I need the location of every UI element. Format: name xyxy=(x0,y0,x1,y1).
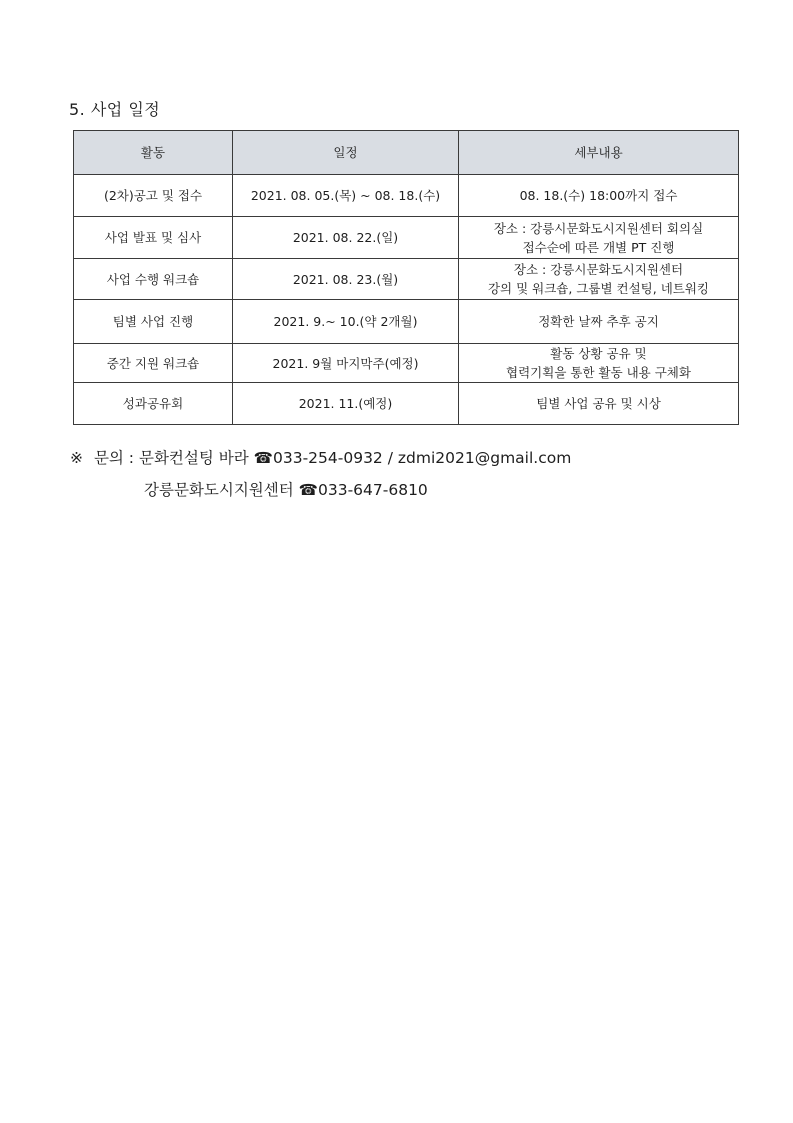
reference-mark: ※ xyxy=(70,449,83,467)
cell-activity: 사업 수행 워크숍 xyxy=(74,259,233,300)
table-row xyxy=(74,383,739,425)
cell-date: 2021. 11.(예정) xyxy=(233,383,459,425)
separator: / xyxy=(387,449,393,467)
header-details: 세부내용 xyxy=(459,131,739,175)
cell-date: 2021. 9월 마지막주(예정) xyxy=(233,344,459,383)
cell-details xyxy=(459,344,739,383)
table-row xyxy=(74,217,739,259)
cell-details xyxy=(459,217,739,259)
detail-line: 강의 및 워크숍, 그룹별 컨설팅, 네트워킹 xyxy=(487,281,709,296)
cell-activity: 성과공유회 xyxy=(74,383,233,425)
cell-activity: (2차)공고 및 접수 xyxy=(74,175,233,217)
cell-details xyxy=(459,383,739,425)
cell-activity: 사업 발표 및 심사 xyxy=(74,217,233,259)
detail-line: 활동 상황 공유 및 xyxy=(550,346,647,361)
detail-line: 접수순에 따른 개별 PT 진행 xyxy=(522,239,675,255)
cell-details xyxy=(459,259,739,300)
phone-icon: ☎ xyxy=(298,481,318,499)
cell-date: 2021. 08. 05.(목) ~ 08. 18.(수) xyxy=(233,175,459,217)
table-row xyxy=(74,259,739,300)
org-name-1: 문화컨설팅 바라 xyxy=(138,449,249,467)
section-title: 5. 사업 일정 xyxy=(69,100,161,119)
table-row xyxy=(74,300,739,344)
contact-info xyxy=(70,448,572,499)
phone-number-1: 033-254-0932 xyxy=(272,449,383,467)
contact-line-2 xyxy=(144,480,428,500)
header-activity: 활동 xyxy=(74,131,233,175)
cell-date: 2021. 08. 23.(월) xyxy=(233,259,459,300)
phone-icon: ☎ xyxy=(253,449,273,467)
table-row xyxy=(74,175,739,217)
detail-line: 장소 : 강릉시문화도시지원센터 xyxy=(513,262,684,277)
cell-details xyxy=(459,300,739,344)
org-name-2: 강릉문화도시지원센터 xyxy=(144,481,294,499)
table-header-row xyxy=(74,131,739,175)
email-address[interactable]: zdmi2021@gmail.com xyxy=(397,449,572,467)
cell-activity: 중간 지원 워크숍 xyxy=(74,344,233,383)
detail-line: 팀별 사업 공유 및 시상 xyxy=(536,396,661,411)
cell-date: 2021. 08. 22.(일) xyxy=(233,217,459,259)
cell-details xyxy=(459,175,739,217)
cell-activity: 팀별 사업 진행 xyxy=(74,300,233,344)
contact-label: 문의 : xyxy=(93,449,135,467)
cell-date: 2021. 9.~ 10.(약 2개월) xyxy=(233,300,459,344)
contact-line-1 xyxy=(70,448,571,468)
table-row xyxy=(74,344,739,383)
header-date: 일정 xyxy=(233,131,459,175)
phone-number-2: 033-647-6810 xyxy=(317,481,428,499)
detail-line: 08. 18.(수) 18:00까지 접수 xyxy=(519,188,678,203)
detail-line: 협력기획을 통한 활동 내용 구체화 xyxy=(506,365,691,380)
schedule-table xyxy=(73,130,739,425)
detail-line: 정확한 날짜 추후 공지 xyxy=(538,314,659,329)
detail-line: 장소 : 강릉시문화도시지원센터 회의실 xyxy=(493,220,704,236)
